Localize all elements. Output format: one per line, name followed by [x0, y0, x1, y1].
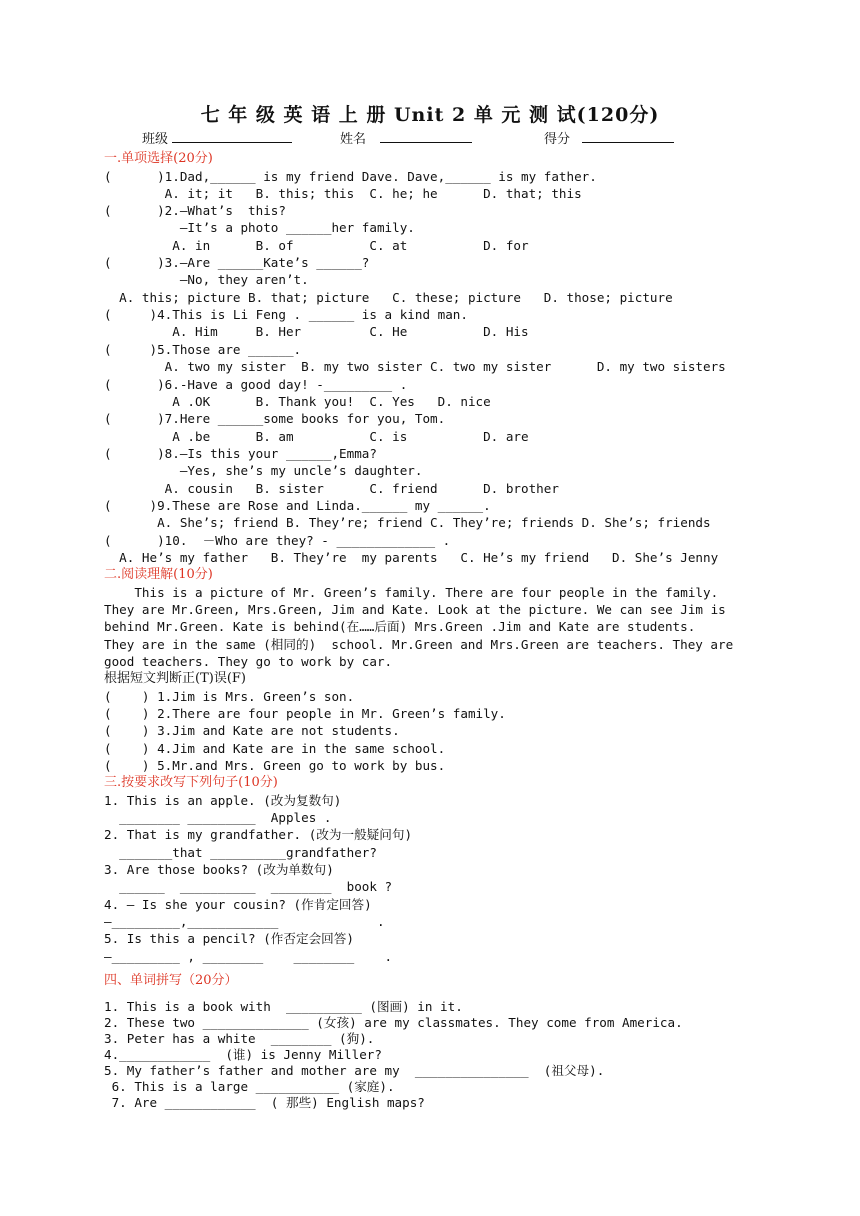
- tf-item: ( ) 2.There are four people in Mr. Green’s family.: [104, 706, 506, 721]
- question-line: ( )7.Here ______some books for you, Tom.: [104, 411, 446, 426]
- question-line: ( )9.These are Rose and Linda.______ my ______.: [104, 498, 491, 513]
- name-label: 姓名: [340, 132, 367, 147]
- rewrite-line: _______that __________grandfather?: [104, 845, 377, 860]
- rewrite-line: 2. That is my grandfather. (改为一般疑问句): [104, 827, 413, 842]
- page-title: 七 年 级 英 语 上 册 Unit 2 单 元 测 试(120分): [200, 104, 660, 126]
- spelling-line: 2. These two ______________ (女孩) are my classmates. They come from America.: [104, 1015, 683, 1030]
- passage-line: behind Mr.Green. Kate is behind(在……后面) Mrs.Green .Jim and Kate are students.: [104, 619, 696, 634]
- score-field: [544, 128, 674, 147]
- question-line: ( )6.-Have a good day! -_________ .: [104, 377, 408, 392]
- spelling-line: 6. This is a large ___________ (家庭).: [104, 1079, 395, 1094]
- name-blank[interactable]: [380, 130, 472, 143]
- section3-heading: 三.按要求改写下列句子(10分): [104, 775, 278, 790]
- tf-item: ( ) 4.Jim and Kate are in the same school.: [104, 741, 446, 756]
- score-blank[interactable]: [582, 130, 674, 143]
- rewrite-line: —_________ , ________ ________ .: [104, 949, 393, 964]
- question-line: ( )3.—Are ______Kate’s ______?: [104, 255, 370, 270]
- section2-heading: 二.阅读理解(10分): [104, 567, 213, 582]
- passage-line: They are Mr.Green, Mrs.Green, Jim and Kate. Look at the picture. We can see Jim is: [104, 602, 726, 617]
- option-line: A. Him B. Her C. He D. His: [104, 324, 529, 339]
- option-line: A .be B. am C. is D. are: [104, 429, 529, 444]
- rewrite-line: ________ _________ Apples .: [104, 810, 332, 825]
- spelling-line: 5. My father’s father and mother are my _______________ (祖父母).: [104, 1063, 605, 1078]
- spelling-line: 3. Peter has a white ________ (狗).: [104, 1031, 375, 1046]
- option-line: A. it; it B. this; this C. he; he D. that; this: [104, 186, 582, 201]
- option-line: A. He’s my father B. They’re my parents C. He’s my friend D. She’s Jenny: [104, 550, 719, 565]
- spelling-line: 1. This is a book with __________ (图画) in it.: [104, 999, 463, 1014]
- class-label: 班级: [142, 132, 169, 147]
- name-field: [340, 128, 472, 147]
- spelling-line: 7. Are ____________ ( 那些) English maps?: [104, 1095, 425, 1110]
- question-line: ( )2.—What’s this?: [104, 203, 286, 218]
- score-label: 得分: [544, 132, 571, 147]
- tf-item: ( ) 1.Jim is Mrs. Green’s son.: [104, 689, 355, 704]
- passage-line: They are in the same (相同的) school. Mr.Green and Mrs.Green are teachers. They are: [104, 637, 734, 652]
- option-line: A. two my sister B. my two sister C. two my sister D. my two sisters: [104, 359, 726, 374]
- tf-item: ( ) 3.Jim and Kate are not students.: [104, 723, 400, 738]
- section4-heading: 四、单词拼写（20分）: [104, 973, 238, 988]
- question-line: ( )4.This is Li Feng . ______ is a kind man.: [104, 307, 468, 322]
- option-line: A .OK B. Thank you! C. Yes D. nice: [104, 394, 491, 409]
- option-line: A. cousin B. sister C. friend D. brother: [104, 481, 559, 496]
- option-line: A. in B. of C. at D. for: [104, 238, 529, 253]
- question-line: —Yes, she’s my uncle’s daughter.: [104, 463, 423, 478]
- rewrite-line: 1. This is an apple. (改为复数句): [104, 793, 342, 808]
- rewrite-line: 3. Are those books? (改为单数句): [104, 862, 334, 877]
- rewrite-line: ______ __________ ________ book ?: [104, 879, 393, 894]
- class-field: [142, 128, 292, 147]
- passage-line: This is a picture of Mr. Green’s family. There are four people in the family.: [104, 585, 719, 600]
- tf-item: ( ) 5.Mr.and Mrs. Green go to work by bus.: [104, 758, 446, 773]
- question-line: ( )5.Those are ______.: [104, 342, 302, 357]
- rewrite-line: 4. — Is she your cousin? (作肯定回答): [104, 897, 372, 912]
- spelling-line: 4.____________ (谁) is Jenny Miller?: [104, 1047, 382, 1062]
- option-line: A. She’s; friend B. They’re; friend C. They’re; friends D. She’s; friends: [104, 515, 711, 530]
- question-line: ( )10. －Who are they? - _____________ .: [104, 533, 451, 548]
- question-line: ( )1.Dad,______ is my friend Dave. Dave,______ is my father.: [104, 169, 597, 184]
- rewrite-line: 5. Is this a pencil? (作否定会回答): [104, 931, 354, 946]
- question-line: —It’s a photo ______her family.: [104, 220, 415, 235]
- question-line: —No, they aren’t.: [104, 272, 309, 287]
- passage-line: good teachers. They go to work by car.: [104, 654, 393, 669]
- section1-heading: 一.单项选择(20分): [104, 151, 213, 166]
- tf-instruction: 根据短文判断正(T)误(F): [104, 671, 246, 686]
- option-line: A. this; picture B. that; picture C. these; picture D. those; picture: [104, 290, 673, 305]
- question-line: ( )8.—Is this your ______,Emma?: [104, 446, 377, 461]
- rewrite-line: —_________,____________ .: [104, 914, 385, 929]
- class-blank[interactable]: [172, 130, 292, 143]
